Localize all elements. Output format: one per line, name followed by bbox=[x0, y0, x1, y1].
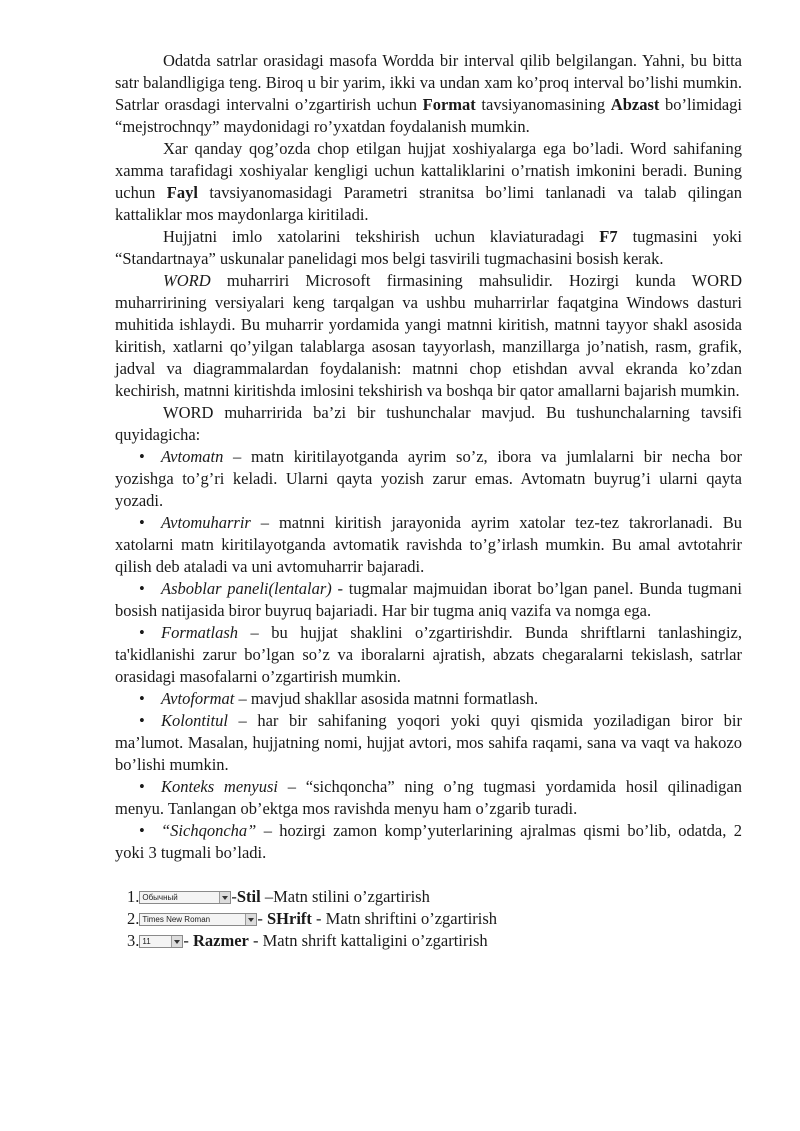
dropdown-value: Times New Roman bbox=[142, 915, 211, 924]
paragraph-line-spacing bbox=[115, 50, 742, 138]
bullet-item bbox=[115, 688, 742, 710]
item-number: 1. bbox=[127, 887, 140, 906]
bullet-term: Kolontitul bbox=[161, 711, 228, 730]
control-label: Stil bbox=[236, 887, 261, 906]
bullet-text: – matnni kiritish jarayonida ayrim xatolar tez-tez takrorlanadi. Bu xatolarni matn kiritilayotganda avtomatik ravishda to’g’irlash mumkin. Bu amal avtotahrir qilish deb ataladi va uni avtomuharrir bajaradi. bbox=[115, 513, 742, 576]
bullet-item bbox=[115, 776, 742, 820]
f7-key-term: F7 bbox=[599, 227, 618, 246]
bullet-item bbox=[115, 578, 742, 622]
bullet-term: Avtomuharrir bbox=[161, 513, 251, 532]
paragraph-text: tavsiyanomasining bbox=[475, 95, 611, 114]
blank-line bbox=[115, 864, 742, 886]
control-item-style bbox=[127, 886, 742, 908]
control-description: - Matn shrift kattaligini o’zgartirish bbox=[248, 931, 488, 950]
bullet-icon: • bbox=[139, 689, 145, 708]
control-description: –Matn stilini o’zgartirish bbox=[260, 887, 430, 906]
bullet-text: – matn kiritilayotganda ayrim so’z, ibora va jumlalarni bir necha bor yozishga to’g’ri keladi. Ularni qayta yozish zarur emas. Avtomatn buyrug’i ularni qayta yozadi. bbox=[115, 447, 742, 510]
control-label: SHrift bbox=[267, 909, 312, 928]
control-description: - Matn shriftini o’zgartirish bbox=[311, 909, 498, 928]
separator: - bbox=[257, 909, 267, 928]
bullet-icon: • bbox=[139, 513, 145, 532]
bullet-item bbox=[115, 622, 742, 688]
bullet-item bbox=[115, 512, 742, 578]
control-item-font bbox=[127, 908, 742, 930]
bullet-text: – mavjud shakllar asosida matnni formatlash. bbox=[234, 689, 539, 708]
bullet-text: – har bir sahifaning yoqori yoki quyi qismida yoziladigan biror bir ma’lumot. Masalan, hujjatning nomi, hujjat avtori, mos sahifa raqami, sana va vaqt va hakozo bo’lishi mumkin. bbox=[115, 711, 742, 774]
word-term: WORD bbox=[163, 271, 211, 290]
font-size-dropdown[interactable] bbox=[139, 935, 183, 948]
separator: - bbox=[231, 887, 237, 906]
paragraph-text: WORD muharririda ba’zi bir tushunchalar mavjud. Bu tushunchalarning tavsifi quyidagicha: bbox=[115, 403, 742, 444]
bullet-text: – bu hujjat shaklini o’zgartirishdir. Bunda shriftlarni tanlashingiz, ta'kidlanishi zarur bo’lgan so’z va iboralarni ajratish, abzats chegaralarni tekislash, satrlar orasidagi masofalarni o’zgartirish mumkin. bbox=[115, 623, 742, 686]
item-number: 2. bbox=[127, 909, 140, 928]
bullet-term: Avtomatn bbox=[161, 447, 224, 466]
bullet-icon: • bbox=[139, 777, 145, 796]
bullet-term: Formatlash bbox=[161, 623, 239, 642]
bullet-term: Asboblar paneli(lentalar) bbox=[161, 579, 332, 598]
bullet-text: – “sichqoncha” ning o’ng tugmasi yordamida hosil qilinadigan menyu. Tanlangan ob’ektga mos ravishda menyu ham o’zgarib turadi. bbox=[115, 777, 742, 818]
dropdown-value: Обычный bbox=[142, 893, 178, 902]
control-item-size bbox=[127, 930, 742, 952]
bullet-term: Avtoformat bbox=[161, 689, 235, 708]
paragraph-text: muharriri Microsoft firmasining mahsulidir. Hozirgi kunda WORD muharririning versiyalari keng tarqalgan va ushbu muharrirlar faqatgina Windows dasturi muhitida ishlaydi. Bu muharrir yordamida yangi matnni kiritish, matnni tayyor shakl asosida kiritish, xatlarni qo’yilgan talablarga asosan tayyorlash, manzillarga jo’natish, rasm, grafik, jadval va diagrammalardan foydalanish: matnni chop etishdan avval ekranda ko’zdan kechirish, matnni kiritishda imlosini tekshirish va boshqa bir qator amallarni bajarish mumkin. bbox=[115, 271, 742, 400]
paragraph-text: Hujjatni imlo xatolarini tekshirish uchun klaviaturadagi bbox=[163, 227, 600, 246]
bullet-icon: • bbox=[139, 711, 145, 730]
paragraph-concepts bbox=[115, 402, 742, 446]
paragraph-text: tugmasini yoki “Standartnaya” uskunalar panelidagi mos belgi tasvirili tugmachasini bosish kerak. bbox=[115, 227, 742, 268]
document-body bbox=[115, 50, 742, 952]
control-label: Razmer bbox=[193, 931, 249, 950]
bullet-icon: • bbox=[139, 579, 145, 598]
paragraph-text: tavsiyanomasidagi Parametri stranitsa bo’limi tanlanadi va talab qilingan kattaliklar mos maydonlarga kiritiladi. bbox=[115, 183, 742, 224]
bullet-term: “Sichqoncha” bbox=[161, 821, 257, 840]
paragraph-text: Odatda satrlar orasidagi masofa Wordda bir interval qilib belgilangan. Yahni, bu bitta satr balandligiga teng. Biroq u bir yarim, ikki va undan xam ko’proq interval bo’lishi mumkin. Satrlar orasdagi intervalni o’zgartirish uchun bbox=[115, 51, 742, 114]
bullet-term: Konteks menyusi bbox=[161, 777, 278, 796]
format-term: Format bbox=[422, 95, 476, 114]
fayl-term: Fayl bbox=[166, 183, 198, 202]
chevron-down-icon[interactable] bbox=[171, 936, 182, 947]
separator: - bbox=[183, 931, 193, 950]
bullet-icon: • bbox=[139, 447, 145, 466]
bullet-item bbox=[115, 710, 742, 776]
bullet-item bbox=[115, 446, 742, 512]
style-dropdown[interactable] bbox=[139, 891, 231, 904]
paragraph-margins bbox=[115, 138, 742, 226]
chevron-down-icon[interactable] bbox=[219, 892, 230, 903]
bullet-text: - tugmalar majmuidan iborat bo’lgan panel. Bunda tugmani bosish natijasida biror buyruq bajariadi. Har bir tugma aniq vazifa va nomga ega. bbox=[115, 579, 742, 620]
bullet-icon: • bbox=[139, 821, 145, 840]
bullet-item bbox=[115, 820, 742, 864]
bullet-icon: • bbox=[139, 623, 145, 642]
abzast-term: Abzast bbox=[610, 95, 660, 114]
item-number: 3. bbox=[127, 931, 140, 950]
font-dropdown[interactable] bbox=[139, 913, 257, 926]
paragraph-text: Xar qanday qog’ozda chop etilgan hujjat xoshiyalarga ega bo’ladi. Word sahifaning xamma tarafidagi xoshiyalar kengligi uchun kattaliklarini o’rnatish imkonini beradi. Buning uchun bbox=[115, 139, 742, 202]
paragraph-spellcheck bbox=[115, 226, 742, 270]
dropdown-value: 11 bbox=[142, 937, 151, 946]
chevron-down-icon[interactable] bbox=[245, 914, 256, 925]
paragraph-word-intro bbox=[115, 270, 742, 402]
bullet-text: – hozirgi zamon komp’yuterlarining ajralmas qismi bo’lib, odatda, 2 yoki 3 tugmali bo’ladi. bbox=[115, 821, 742, 862]
paragraph-text: bo’limidagi “mejstrochnqy” maydonidagi ro’yxatdan foydalanish mumkin. bbox=[115, 95, 742, 136]
